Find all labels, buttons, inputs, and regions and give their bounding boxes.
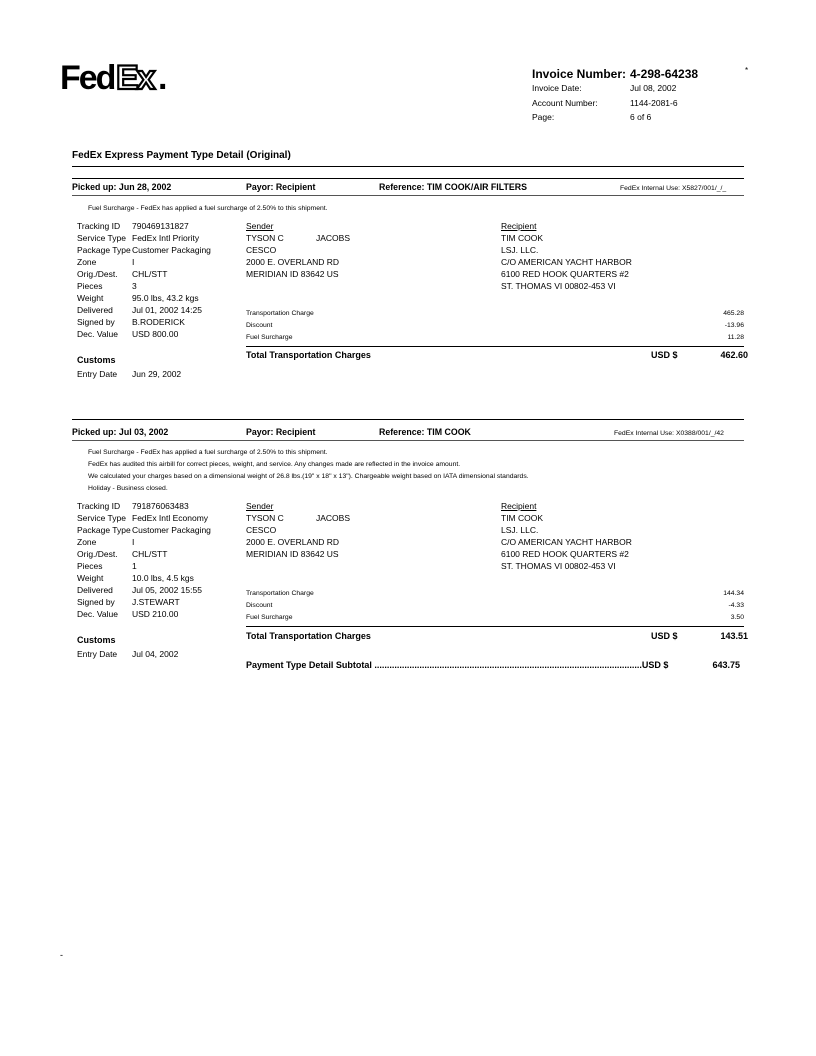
charge-label: Fuel Surcharge	[246, 334, 293, 341]
divider	[72, 440, 744, 441]
logo-fed-text: Fed	[60, 59, 115, 96]
account-number-value: 1144-2081-6	[630, 98, 678, 108]
package-type-value: Customer Packaging	[132, 245, 211, 255]
sender-first-name: TYSON C	[246, 233, 284, 243]
detail-labels	[77, 220, 131, 340]
sender-last-name: JACOBS	[316, 233, 351, 243]
pieces-label: Pieces	[77, 281, 103, 291]
sender-first-name: TYSON C	[246, 513, 284, 523]
page-label: Page:	[532, 112, 555, 122]
package-type-value: Customer Packaging	[132, 525, 211, 535]
sender-name-line	[246, 512, 351, 524]
total-charges-label: Total Transportation Charges	[246, 631, 371, 641]
sender-label: Sender	[246, 501, 274, 511]
shipment-note: Fuel Surcharge - FedEx has applied a fuel surcharge of 2.50% to this shipment.	[88, 449, 328, 456]
shipment-note: FedEx has audited this airbill for correct pieces, weight, and service. Any changes made are reflected in the invoice amount.	[88, 461, 461, 468]
detail-labels	[77, 500, 131, 620]
delivered-value: Jul 01, 2002 14:25	[132, 305, 202, 315]
sender-block	[246, 220, 351, 280]
divider	[72, 166, 744, 167]
dec-value-value: USD 210.00	[132, 609, 179, 619]
service-type-value: FedEx Intl Economy	[132, 513, 209, 523]
charge-value: -13.96	[724, 322, 744, 329]
entry-date-value: Jun 29, 2002	[132, 369, 182, 379]
corner-mark: *	[745, 66, 749, 75]
subtotal-value: 643.75	[712, 660, 740, 670]
picked-up-date: Picked up: Jun 28, 2002	[72, 182, 172, 192]
total-currency: USD $	[651, 350, 678, 360]
weight-value: 95.0 lbs, 43.2 kgs	[132, 293, 199, 303]
recipient-label: Recipient	[501, 221, 537, 231]
package-type-label: Package Type	[77, 245, 131, 255]
zone-value: I	[132, 537, 135, 547]
reference: Reference: TIM COOK/AIR FILTERS	[379, 182, 527, 192]
recipient-block	[501, 500, 632, 572]
charge-value: 11.28	[727, 334, 744, 341]
fedex-logo	[60, 56, 170, 96]
charge-label: Discount	[246, 322, 273, 329]
customs-label: Customs	[77, 355, 116, 365]
sender-line: 2000 E. OVERLAND RD	[246, 537, 340, 547]
pieces-value: 3	[132, 281, 137, 291]
invoice-number-value: 4-298-64238	[630, 67, 699, 81]
dec-value-label: Dec. Value	[77, 609, 118, 619]
payor: Payor: Recipient	[246, 427, 316, 437]
zone-label: Zone	[77, 537, 97, 547]
subtotal-label: Payment Type Detail Subtotal ...........................................................................................................USD $	[246, 660, 669, 670]
recipient-line: 6100 RED HOOK QUARTERS #2	[501, 549, 629, 559]
charge-label: Transportation Charge	[246, 590, 314, 597]
sender-line: CESCO	[246, 525, 277, 535]
sender-line: 2000 E. OVERLAND RD	[246, 257, 340, 267]
charge-label: Transportation Charge	[246, 310, 314, 317]
pieces-label: Pieces	[77, 561, 103, 571]
recipient-line: TIM COOK	[501, 513, 544, 523]
sender-last-name: JACOBS	[316, 513, 351, 523]
tracking-id-label: Tracking ID	[77, 221, 121, 231]
sender-line: MERIDIAN ID 83642 US	[246, 549, 339, 559]
signed-by-value: J.STEWART	[132, 597, 180, 607]
recipient-line: 6100 RED HOOK QUARTERS #2	[501, 269, 629, 279]
orig-dest-label: Orig./Dest.	[77, 549, 118, 559]
recipient-line: LSJ. LLC.	[501, 245, 539, 255]
picked-up-date: Picked up: Jul 03, 2002	[72, 427, 169, 437]
invoice-date-label: Invoice Date:	[532, 83, 582, 93]
delivered-value: Jul 05, 2002 15:55	[132, 585, 202, 595]
total-currency: USD $	[651, 631, 678, 641]
zone-label: Zone	[77, 257, 97, 267]
recipient-line: ST. THOMAS VI 00802-453 VI	[501, 281, 616, 291]
orig-dest-label: Orig./Dest.	[77, 269, 118, 279]
footer-mark: -	[60, 950, 63, 960]
service-type-label: Service Type	[77, 233, 126, 243]
sender-name-line	[246, 232, 351, 244]
charge-value: 3.50	[730, 614, 744, 621]
service-type-label: Service Type	[77, 513, 126, 523]
total-charges-value: 462.60	[720, 350, 748, 360]
recipient-block	[501, 220, 632, 292]
shipment-note: Fuel Surcharge - FedEx has applied a fuel surcharge of 2.50% to this shipment.	[88, 205, 328, 212]
sender-line: MERIDIAN ID 83642 US	[246, 269, 339, 279]
charge-value: 144.34	[723, 590, 744, 597]
sender-label: Sender	[246, 221, 274, 231]
payor: Payor: Recipient	[246, 182, 316, 192]
orig-dest-value: CHL/STT	[132, 549, 168, 559]
reference: Reference: TIM COOK	[379, 427, 471, 437]
zone-value: I	[132, 257, 135, 267]
weight-label: Weight	[77, 293, 104, 303]
entry-date-label: Entry Date	[77, 649, 118, 659]
detail-values	[132, 500, 211, 620]
delivered-label: Delivered	[77, 585, 113, 595]
entry-date-label: Entry Date	[77, 369, 118, 379]
charge-label: Fuel Surcharge	[246, 614, 293, 621]
charge-label: Discount	[246, 602, 273, 609]
shipment-note: Holiday - Business closed.	[88, 485, 168, 492]
shipment-note: We calculated your charges based on a dimensional weight of 26.8 lbs.(19" x 18" x 13"). Chargeable weight based on IATA dimensional standards.	[88, 473, 529, 480]
recipient-line: C/O AMERICAN YACHT HARBOR	[501, 537, 632, 547]
tracking-id-value: 791876063483	[132, 501, 189, 511]
detail-values	[132, 220, 211, 340]
recipient-line: TIM COOK	[501, 233, 544, 243]
entry-date-value: Jul 04, 2002	[132, 649, 179, 659]
total-charges-label: Total Transportation Charges	[246, 350, 371, 360]
internal-use: FedEx Internal Use: X0388/001/_/42	[614, 430, 724, 437]
recipient-line: C/O AMERICAN YACHT HARBOR	[501, 257, 632, 267]
divider	[246, 346, 744, 347]
customs-label: Customs	[77, 635, 116, 645]
divider	[246, 626, 744, 627]
total-charges-value: 143.51	[720, 631, 748, 641]
pieces-value: 1	[132, 561, 137, 571]
dec-value-label: Dec. Value	[77, 329, 118, 339]
internal-use: FedEx Internal Use: X5827/001/_/_	[620, 185, 727, 192]
tracking-id-value: 790469131827	[132, 221, 189, 231]
sender-block	[246, 500, 351, 560]
divider	[72, 178, 744, 179]
account-number-label: Account Number:	[532, 98, 598, 108]
dec-value-value: USD 800.00	[132, 329, 179, 339]
delivered-label: Delivered	[77, 305, 113, 315]
weight-label: Weight	[77, 573, 104, 583]
divider	[72, 195, 744, 196]
charge-value: 465.28	[723, 310, 744, 317]
signed-by-value: B.RODERICK	[132, 317, 185, 327]
divider	[72, 419, 744, 420]
tracking-id-label: Tracking ID	[77, 501, 121, 511]
sender-line: CESCO	[246, 245, 277, 255]
service-type-value: FedEx Intl Priority	[132, 233, 200, 243]
section-title: FedEx Express Payment Type Detail (Original)	[72, 150, 291, 161]
charge-value: -4.33	[728, 602, 744, 609]
logo-ex-text: Ex	[116, 59, 154, 96]
signed-by-label: Signed by	[77, 597, 115, 607]
page-value: 6 of 6	[630, 112, 652, 122]
recipient-line: LSJ. LLC.	[501, 525, 539, 535]
invoice-date-value: Jul 08, 2002	[630, 83, 677, 93]
recipient-label: Recipient	[501, 501, 537, 511]
orig-dest-value: CHL/STT	[132, 269, 168, 279]
signed-by-label: Signed by	[77, 317, 115, 327]
logo-dot-text: .	[158, 59, 168, 96]
package-type-label: Package Type	[77, 525, 131, 535]
invoice-number-label: Invoice Number:	[532, 67, 627, 81]
weight-value: 10.0 lbs, 4.5 kgs	[132, 573, 194, 583]
recipient-line: ST. THOMAS VI 00802-453 VI	[501, 561, 616, 571]
